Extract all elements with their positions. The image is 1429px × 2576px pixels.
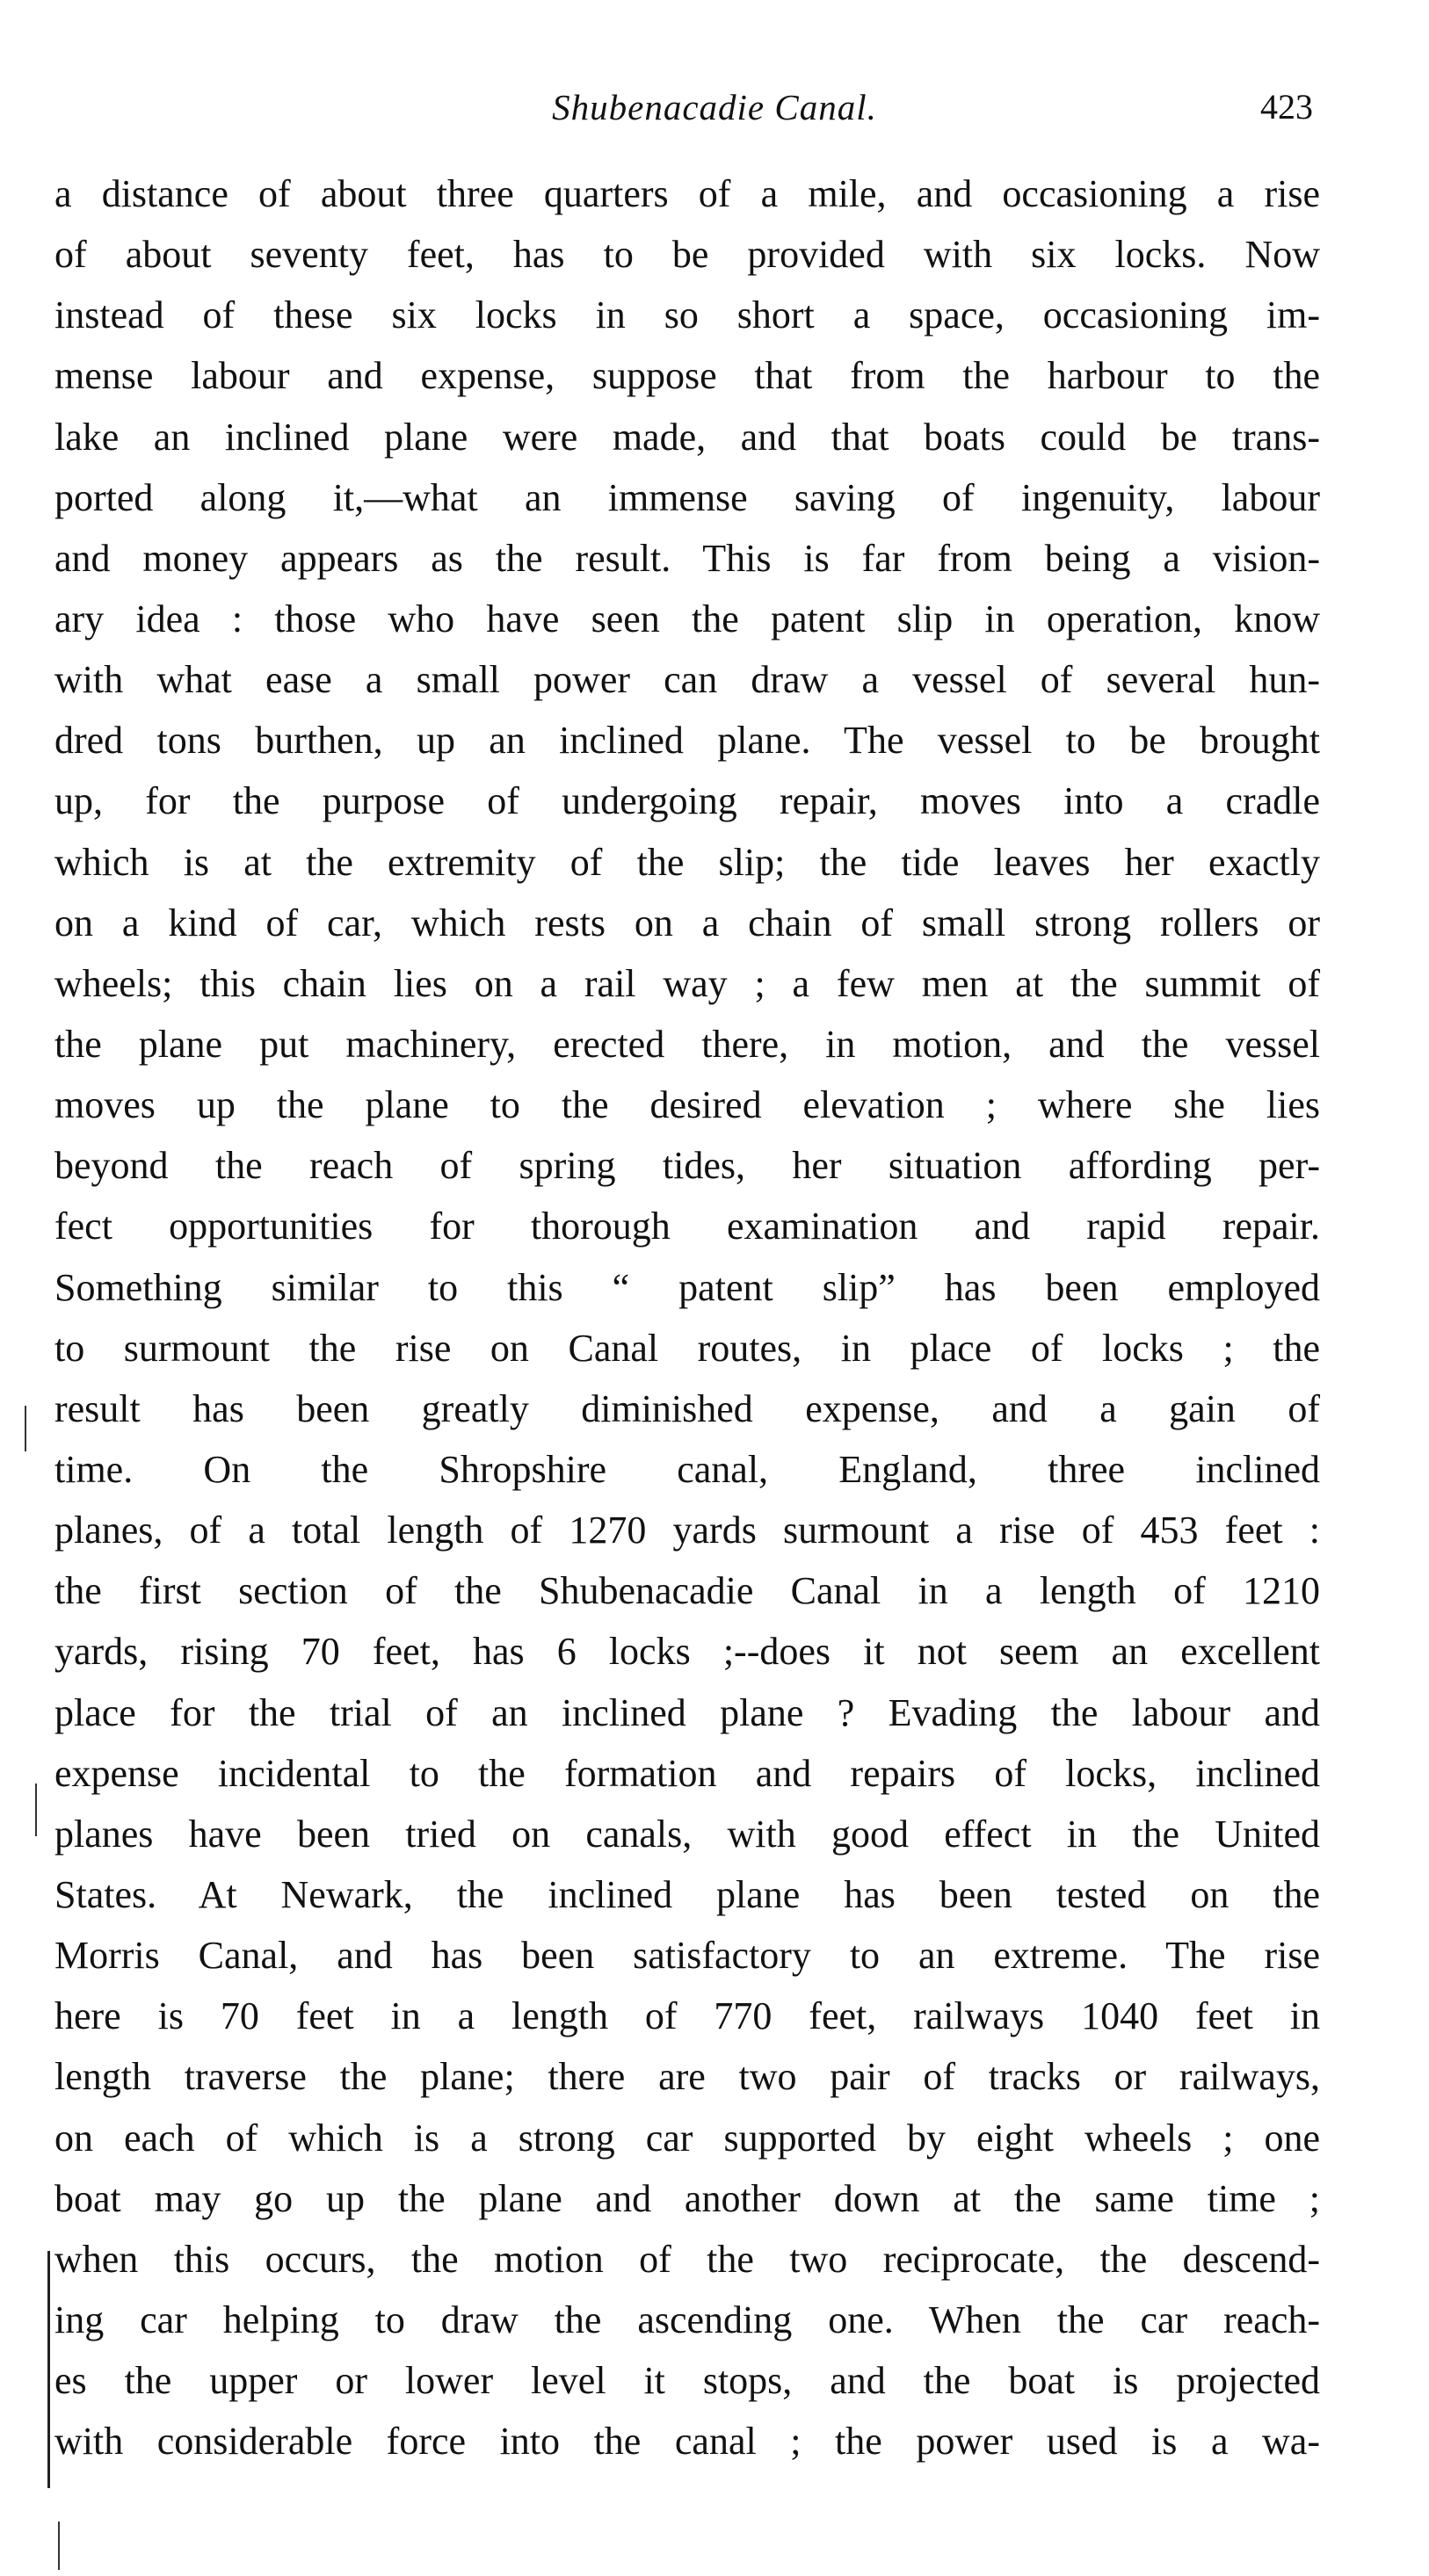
text-line: a distance of about three quarters of a mile, and occasioning a rise [54,172,1320,215]
text-line: dred tons burthen, up an inclined plane. The vessel to be brought [54,719,1320,763]
text-line: wheels; this chain lies on a rail way ; a few men at the summit of [54,961,1320,1005]
text-line: and money appears as the result. This is far from being a vision- [54,536,1320,580]
text-line: ary idea : those who have seen the patent slip in operation, know [54,597,1320,640]
text-line: time. On the Shropshire canal, England, three inclined [54,1447,1320,1491]
margin-scan-mark [25,1406,26,1451]
text-line: instead of these six locks in so short a space, occasioning im- [54,293,1320,337]
text-line: of about seventy feet, has to be provided with six locks. Now [54,233,1320,277]
text-line: planes, of a total length of 1270 yards surmount a rise of 453 feet : [54,1509,1320,1552]
text-line: which is at the extremity of the slip; the tide leaves her exactly [54,840,1320,884]
text-line: on a kind of car, which rests on a chain of small strong rollers or [54,901,1320,944]
text-line: result has been greatly diminished expense, and a gain of [54,1386,1320,1430]
text-line: the plane put machinery, erected there, in motion, and the vessel [54,1022,1320,1066]
text-line: on each of which is a strong car supported by eight wheels ; one [54,2116,1320,2160]
text-line: Something similar to this “ patent slip” has been employed [54,1265,1320,1309]
text-line: expense incidental to the formation and repairs of locks, inclined [54,1751,1320,1795]
text-line: with what ease a small power can draw a vessel of several hun- [54,658,1320,702]
text-line: with considerable force into the canal ; the power used is a wa- [54,2420,1320,2464]
text-line: es the upper or lower level it stops, and the boat is projected [54,2359,1320,2403]
text-line: boat may go up the plane and another down at the same time ; [54,2176,1320,2220]
text-line: up, for the purpose of undergoing repair, moves into a cradle [54,779,1320,823]
text-line: planes have been tried on canals, with good effect in the United [54,1812,1320,1856]
text-line: length traverse the plane; there are two pair of tracks or railways, [54,2055,1320,2099]
text-line: mense labour and expense, suppose that from the harbour to the [54,354,1320,398]
text-line: when this occurs, the motion of the two reciprocate, the descend- [54,2237,1320,2281]
running-title: Shubenacadie Canal. [552,87,877,127]
text-line: moves up the plane to the desired elevation ; where she lies [54,1083,1320,1127]
body-text [54,163,1320,2471]
page-header [0,81,1429,134]
text-line: ported along it,—what an immense saving of ingenuity, labour [54,475,1320,519]
page-number: 423 [1260,87,1313,127]
text-line: fect opportunities for thorough examination and rapid repair. [54,1205,1320,1248]
text-line: lake an inclined plane were made, and that boats could be trans- [54,415,1320,459]
margin-scan-mark [35,1784,37,1836]
text-line: the first section of the Shubenacadie Canal in a length of 1210 [54,1569,1320,1613]
text-line: yards, rising 70 feet, has 6 locks ;--does it not seem an excellent [54,1630,1320,1674]
text-line: here is 70 feet in a length of 770 feet, railways 1040 feet in [54,1994,1320,2038]
text-line: ing car helping to draw the ascending one. When the car reach- [54,2297,1320,2341]
margin-scan-mark [58,2522,60,2570]
text-line: place for the trial of an inclined plane ? Evading the labour and [54,1690,1320,1734]
text-line: beyond the reach of spring tides, her situation affording per- [54,1144,1320,1188]
margin-scan-mark [47,2251,50,2488]
text-line: Morris Canal, and has been satisfactory to an extreme. The rise [54,1934,1320,1978]
text-line: to surmount the rise on Canal routes, in place of locks ; the [54,1326,1320,1370]
text-line: States. At Newark, the inclined plane has been tested on the [54,1872,1320,1916]
